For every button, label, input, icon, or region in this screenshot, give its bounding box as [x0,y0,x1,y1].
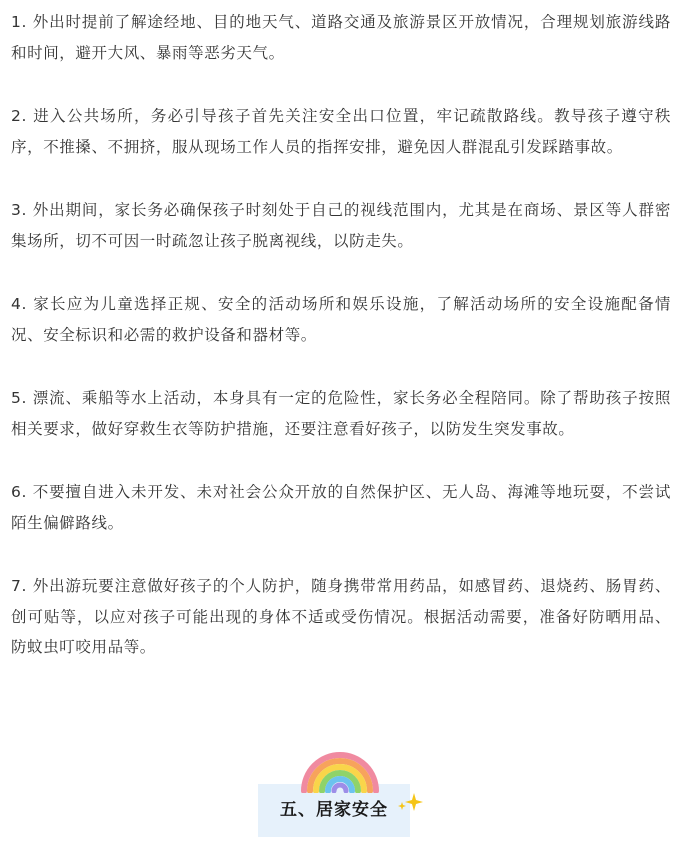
safety-tip-3: 3. 外出期间，家长务必确保孩子时刻处于自己的视线范围内，尤其是在商场、景区等人群密集场所，切不可因一时疏忽让孩子脱离视线，以防走失。 [11,201,671,250]
rainbow-icon [300,751,380,793]
safety-tip-4: 4. 家长应为儿童选择正规、安全的活动场所和娱乐设施，了解活动场所的安全设施配备情况、安全标识和必需的救护设备和器材等。 [11,295,671,344]
safety-tip-5: 5. 漂流、乘船等水上活动，本身具有一定的危险性，家长务必全程陪同。除了帮助孩子按照相关要求，做好穿救生衣等防护措施，还要注意看好孩子，以防发生突发事故。 [11,389,671,438]
safety-tip-6: 6. 不要擅自进入未开发、未对社会公众开放的自然保护区、无人岛、海滩等地玩耍，不尝试陌生偏僻路线。 [11,483,671,532]
safety-tip-7: 7. 外出游玩要注意做好孩子的个人防护，随身携带常用药品，如感冒药、退烧药、肠胃药、创可贴等，以应对孩子可能出现的身体不适或受伤情况。根据活动需要，准备好防晒用品、防蚊虫叮咬用品等。 [11,577,671,656]
safety-tip-1: 1. 外出时提前了解途经地、目的地天气、道路交通及旅游景区开放情况，合理规划旅游线路和时间，避开大风、暴雨等恶劣天气。 [11,13,671,62]
sparkle-icon [396,791,424,815]
article-body [11,7,671,696]
section-heading [258,751,418,841]
section-title: 五、居家安全 [280,800,388,820]
safety-tip-2: 2. 进入公共场所，务必引导孩子首先关注安全出口位置，牢记疏散路线。教导孩子遵守秩序，不推搡、不拥挤，服从现场工作人员的指挥安排，避免因人群混乱引发踩踏事故。 [11,107,671,156]
